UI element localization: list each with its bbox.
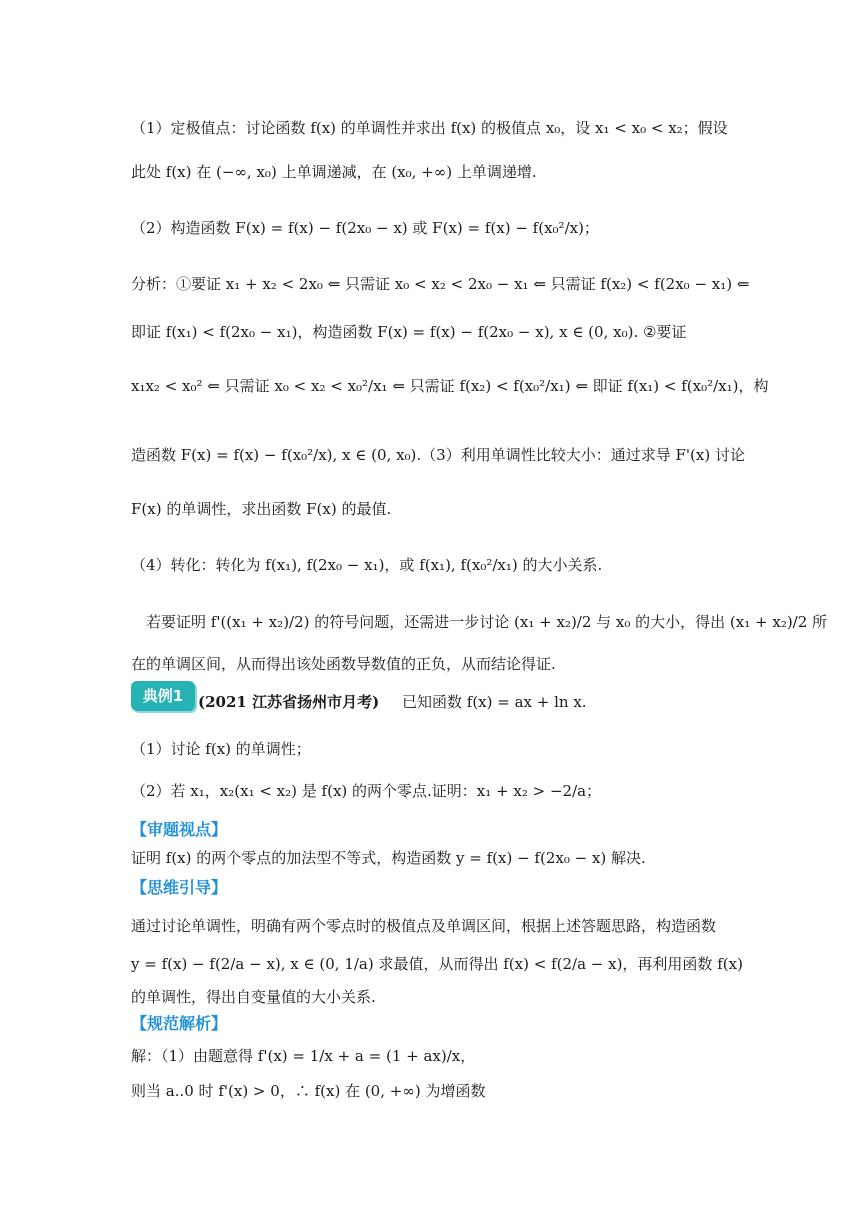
solution-line-1: 解：（1）由题意得 f'(x) = 1/x + a = (1 + ax)/x， xyxy=(131,1047,476,1065)
example-stem: 已知函数 f(x) = ax + ln x. xyxy=(402,693,587,711)
heading-thinking-guide: 【思维引导】 xyxy=(131,878,228,897)
solution-line-2: 则当 a..0 时 f'(x) > 0，∴ f(x) 在 (0, +∞) 为增函数 xyxy=(131,1082,486,1100)
question-2: （2）若 x₁，x₂(x₁ < x₂) 是 f(x) 的两个零点.证明：x₁ + x₂ > −2/a； xyxy=(131,782,602,800)
paragraph-5-line-2: 在的单调区间，从而得出该处函数导数值的正负，从而结论得证. xyxy=(131,655,556,673)
analysis-line-1: 分析：①要证 x₁ + x₂ < 2x₀ ⇐ 只需证 x₀ < x₂ < 2x₀ − x₁ ⇐ 只需证 f(x₂) < f(2x₀ − x₁) ⇐ xyxy=(131,275,750,293)
analysis-line-3: x₁x₂ < x₀² ⇐ 只需证 x₀ < x₂ < x₀²/x₁ ⇐ 只需证 f(x₂) < f(x₀²/x₁) ⇐ 即证 f(x₁) < f(x₀²/x₁)，构 xyxy=(131,377,769,395)
question-1: （1）讨论 f(x) 的单调性； xyxy=(131,740,311,758)
paragraph-2: （2）构造函数 F(x) = f(x) − f(2x₀ − x) 或 F(x) = f(x) − f(x₀²/x)； xyxy=(131,219,599,237)
thinking-guide-line-1: 通过讨论单调性，明确有两个零点时的极值点及单调区间，根据上述答题思路，构造函数 xyxy=(131,917,717,935)
heading-review-viewpoint: 【审题视点】 xyxy=(131,820,228,839)
thinking-guide-line-3: 的单调性，得出自变量值的大小关系. xyxy=(131,988,376,1006)
analysis-line-2: 即证 f(x₁) < f(2x₀ − x₁)，构造函数 F(x) = f(x) − f(2x₀ − x), x ∈ (0, x₀). ②要证 xyxy=(131,323,687,341)
example-source: (2021 江苏省扬州市月考) xyxy=(198,693,380,711)
paragraph-5-line-1: 若要证明 f'((x₁ + x₂)/2) 的符号问题，还需进一步讨论 (x₁ + x₂)/2 与 x₀ 的大小，得出 (x₁ + x₂)/2 所 xyxy=(146,613,828,631)
paragraph-4: （4）转化：转化为 f(x₁), f(2x₀ − x₁)，或 f(x₁), f(x₀²/x₁) 的大小关系. xyxy=(131,556,603,574)
example-tag: 典例1 xyxy=(131,681,195,711)
analysis-line-5: F(x) 的单调性，求出函数 F(x) 的最值. xyxy=(131,500,392,518)
heading-standard-analysis: 【规范解析】 xyxy=(131,1014,228,1033)
paragraph-1-line-2: 此处 f(x) 在 (−∞, x₀) 上单调递减，在 (x₀, +∞) 上单调递增. xyxy=(131,163,537,181)
analysis-line-4: 造函数 F(x) = f(x) − f(x₀²/x), x ∈ (0, x₀).（3）利用单调性比较大小：通过求导 F'(x) 讨论 xyxy=(131,446,745,464)
paragraph-1-line-1: （1）定极值点：讨论函数 f(x) 的单调性并求出 f(x) 的极值点 x₀，设 x₁ < x₀ < x₂；假设 xyxy=(131,119,728,137)
thinking-guide-line-2: y = f(x) − f(2/a − x), x ∈ (0, 1/a) 求最值，从而得出 f(x) < f(2/a − x)，再利用函数 f(x) xyxy=(131,955,743,973)
review-viewpoint-text: 证明 f(x) 的两个零点的加法型不等式，构造函数 y = f(x) − f(2x₀ − x) 解决. xyxy=(131,849,646,867)
